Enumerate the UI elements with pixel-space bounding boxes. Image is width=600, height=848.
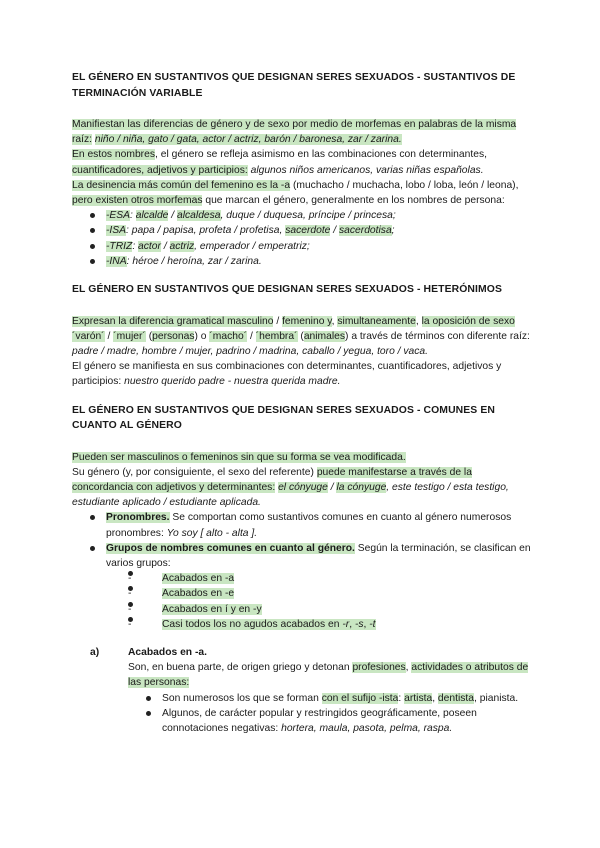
highlighted-text: dentista [437, 692, 474, 704]
suffix-list [72, 208, 532, 269]
text: ) a través de términos con diferente raíz: [345, 330, 530, 342]
suffix: -s [354, 618, 364, 630]
highlighted-text: la oposición de sexo ´varón´ [72, 315, 515, 342]
highlighted-text: ´mujer´ [113, 330, 146, 342]
paragraph [72, 178, 532, 208]
text: , [415, 315, 422, 327]
list-item: Son numerosos los que se forman con el sufijo -ista: artista, dentista, pianista. [146, 691, 532, 706]
section-variable [72, 117, 532, 269]
section-title-heteronimos: EL GÉNERO EN SUSTANTIVOS QUE DESIGNAN SERES SEXUADOS - HETERÓNIMOS [72, 284, 502, 296]
subsection-label: a) [90, 646, 100, 658]
example-text: alcaldesa [177, 210, 221, 222]
paragraph [72, 359, 532, 389]
text: / [104, 330, 114, 342]
paragraph: Son, en buena parte, de origen griego y detonan profesiones, actividades o atributos de las personas: [128, 662, 529, 689]
bullet-list [128, 691, 532, 737]
suffix: -TRIZ [106, 240, 133, 252]
subgroup-list [106, 571, 532, 632]
highlighted-text: Acabados en -e [162, 588, 235, 600]
list-item [90, 541, 532, 632]
suffix: -t [369, 618, 376, 630]
text: Su género (y, por consiguiente, el sexo del referente) [72, 466, 314, 478]
paragraph [72, 314, 532, 360]
example-text: Yo soy [ alto - alta ]. [166, 527, 258, 539]
text: ( [297, 330, 304, 342]
list-item: -INA: héroe / heroína, zar / zarina. [90, 254, 532, 269]
separator: / [160, 240, 170, 252]
document-page [72, 70, 532, 736]
highlighted-text: cuantificadores, adjetivos y participios: [72, 164, 248, 176]
list-item [146, 706, 532, 736]
example-text: ; [391, 225, 395, 237]
suffix: -r [342, 618, 350, 630]
separator: / [330, 225, 340, 237]
example-text: la cónyuge [336, 481, 387, 493]
highlighted-text: ´hembra´ [255, 330, 298, 342]
subsection-body [110, 660, 532, 736]
highlighted-text: profesiones [352, 662, 406, 674]
example-text: actor [138, 240, 161, 252]
example-text: padre / madre, hombre / mujer, padrino / madrina, caballo / yegua, toro / vaca. [72, 345, 429, 357]
highlighted-text: Expresan la diferencia gramatical masculino [72, 315, 274, 327]
text: (muchacho / muchacha, lobo / loba, león / leona), [290, 179, 519, 191]
text: , [331, 315, 338, 327]
paragraph [72, 117, 532, 147]
list-item [128, 571, 532, 586]
list-item: -ISA: papa / papisa, profeta / profetisa, sacerdote / sacerdotisa; [90, 223, 532, 238]
separator: / [168, 210, 178, 222]
text: Se comportan como sustantivos comunes en cuanto al género numerosos pronombres: [106, 512, 512, 539]
text: Son, en buena parte, de origen griego y detonan [128, 662, 350, 674]
subsection-acabados-en-a [72, 645, 532, 736]
section-heteronimos [72, 314, 532, 390]
text: / [273, 315, 283, 327]
text: / [247, 330, 256, 342]
example-text: nuestro querido padre - nuestra querida madre. [124, 376, 341, 388]
suffix: -ISA [106, 225, 127, 237]
paragraph [72, 465, 532, 511]
text: que marcan el género, generalmente en los nombres de persona: [202, 195, 505, 207]
list-item: -ESA: alcalde / alcaldesa, duque / duquesa, príncipe / princesa; [90, 208, 532, 223]
example-text: algunos niños americanos, varias niñas españolas. [250, 164, 484, 176]
example-text: héroe / heroína, zar / zarina. [132, 255, 262, 267]
highlighted-text: pero existen otros morfemas [72, 195, 203, 207]
highlighted-text: Pronombres. [106, 512, 170, 524]
example-text: papa / papisa, profeta / profetisa, [131, 225, 286, 237]
example-text: actriz [169, 240, 195, 252]
highlighted-text: con el sufijo -ista [321, 692, 399, 704]
highlighted-text: animales [303, 330, 346, 342]
highlighted-text: actividades o atributos de las personas: [128, 662, 529, 689]
group-list [72, 510, 532, 632]
paragraph [72, 147, 532, 177]
section-title-comunes: EL GÉNERO EN SUSTANTIVOS QUE DESIGNAN SERES SEXUADOS - COMUNES EN CUANTO AL GÉNERO [72, 404, 495, 432]
example-text: alcalde [135, 210, 169, 222]
text: El género se manifiesta en sus combinaciones con determinantes, cuantificadores, adjetivos y participios: [72, 361, 502, 388]
section-title-variable: EL GÉNERO EN SUSTANTIVOS QUE DESIGNAN SERES SEXUADOS - SUSTANTIVOS DE TERMINACIÓN VARIABLE [72, 72, 516, 99]
highlighted-text: Acabados en -a [162, 573, 235, 585]
subsection-title: Acabados en -a. [128, 646, 207, 658]
example-text: hortera, maula, pasota, pelma, raspa. [281, 723, 453, 734]
list-item [128, 586, 532, 601]
highlighted-text: femenino y [282, 315, 332, 327]
highlighted-text: En estos nombres [72, 149, 155, 161]
highlighted-text: Pueden ser masculinos o femeninos sin que su forma se vea modificada. [72, 451, 406, 463]
highlighted-text: simultaneamente [337, 315, 416, 327]
highlighted-text: La desinencia más común del femenino es la -a [72, 179, 291, 191]
highlighted-text: personas [152, 330, 195, 342]
example-text: niño / niña, gato / gata, actor / actriz, barón / baronesa, zar / zarina. [94, 134, 402, 146]
highlighted-text: Casi todos los no agudos acabados en [162, 618, 340, 630]
list-item [90, 510, 532, 540]
example-text: , este testigo / esta testigo, estudiante aplicado / estudiante aplicada. [72, 481, 509, 509]
highlighted-text: Manifiestan las diferencias de género y de sexo por medio de morfemas en palabras de la misma raíz: [72, 119, 517, 146]
highlighted-text: Acabados en í y en -y [162, 603, 262, 615]
list-item: - Casi todos los no agudos acabados en -r, -s, -t [128, 617, 532, 632]
paragraph [72, 450, 532, 465]
example-text: , emperador / emperatriz; [194, 240, 310, 252]
list-item [128, 602, 532, 617]
text: pianista. [479, 692, 519, 704]
separator: / [327, 481, 337, 493]
text: , el género se refleja asimismo en las combinaciones con determinantes, [155, 149, 487, 161]
highlighted-text: Grupos de nombres comunes en cuanto al género. [106, 542, 355, 554]
example-text: , duque / duquesa, príncipe / princesa; [220, 210, 396, 222]
text: Son numerosos los que se forman [162, 692, 319, 704]
text: ) o [194, 330, 210, 342]
list-item: -TRIZ: actor / actriz, emperador / emperatriz; [90, 239, 532, 254]
highlighted-text: artista [404, 692, 433, 704]
suffix: -ESA [106, 210, 131, 222]
example-text: sacerdote [285, 225, 331, 237]
suffix: -INA [106, 255, 127, 267]
text: Algunos, de carácter popular y restringidos geográficamente, poseen connotaciones negativas: [162, 707, 477, 734]
highlighted-text: puede manifestarse a través de la concordancia con adjetivos y determinantes: [72, 466, 472, 493]
highlighted-text: ´macho´ [209, 330, 248, 342]
example-text: sacerdotisa [339, 225, 392, 237]
section-comunes [72, 450, 532, 632]
text: ( [145, 330, 153, 342]
text: Según la terminación, se clasifican en varios grupos: [106, 542, 531, 569]
example-text: el cónyuge [278, 481, 328, 493]
